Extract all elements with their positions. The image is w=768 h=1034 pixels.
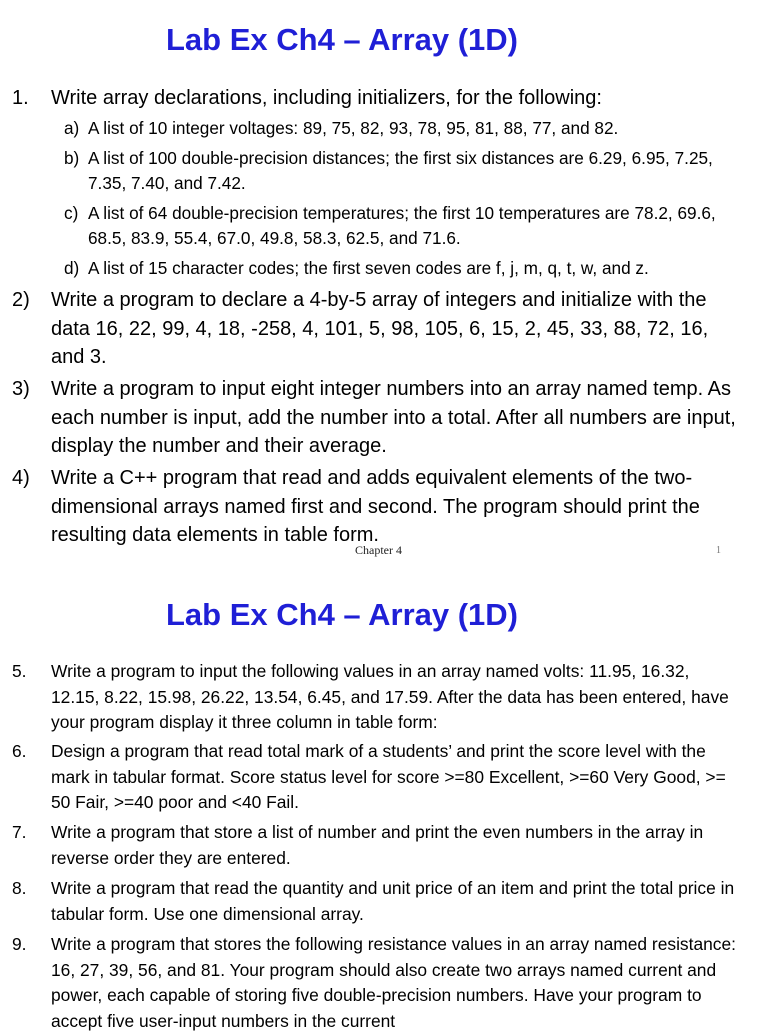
question-text: Write a C++ program that read and adds equivalent elements of the two-dimensional arrays named first and second. The program should print the resulting data elements in table form. — [51, 467, 700, 546]
footer-chapter: Chapter 4 — [355, 543, 402, 557]
slide-title: Lab Ex Ch4 – Array (1D) — [165, 597, 519, 632]
sub-label: d) — [64, 258, 80, 278]
sub-text: A list of 10 integer voltages: 89, 75, 82, 93, 78, 95, 81, 88, 77, and 82. — [88, 118, 619, 138]
sub-text: A list of 64 double-precision temperatures; the first 10 temperatures are 78.2, 69.6, 68.5, 83.9, 55.4, 67.0, 49.8, 58.3, 62.5, and 71.6. — [88, 203, 716, 248]
question-text: Write a program that read the quantity and unit price of an item and print the total price in tabular form. Use one dimensional array. — [51, 878, 735, 924]
sub-text: A list of 15 character codes; the first seven codes are f, j, m, q, t, w, and z. — [88, 258, 649, 278]
question-text: Design a program that read total mark of a students’ and print the score level with the mark in tabular format. Score status level for score >=80 Excellent, >=60 Very Good, >= 50 Fair, >=40 poor and <40 Fail. — [51, 741, 726, 812]
question-number: 4) — [12, 467, 30, 489]
question-number: 6. — [12, 741, 27, 761]
question-number: 8. — [12, 878, 27, 898]
question-text: Write a program that stores the following resistance values in an array named resistance: 16, 27, 39, 56, and 81. Your program should also create two arrays named current and power, each capable of storing five double-precision numbers. Have your program to accept five user-input numbers in the current — [51, 934, 737, 1031]
question-text: Write a program to input the following values in an array named volts: 11.95, 16.32, 12.15, 8.22, 15.98, 26.22, 13.54, 6.45, and 17.59. After the data has been entered, have your program display it three column in table form: — [51, 661, 729, 732]
question-number: 3) — [12, 378, 30, 400]
question-number: 9. — [12, 934, 27, 954]
slide-2 — [0, 575, 768, 1031]
question-number: 1. — [12, 87, 29, 109]
question-text: Write array declarations, including initializers, for the following: — [51, 87, 602, 109]
footer-page-number: 1 — [716, 545, 721, 556]
question-text: Write a program that store a list of number and print the even numbers in the array in reverse order they are entered. — [51, 822, 704, 868]
question-text: Write a program to declare a 4-by-5 array of integers and initialize with the data 16, 22, 99, 4, 18, -258, 4, 101, 5, 98, 105, 6, 15, 2, 45, 33, 88, 72, 16, and 3. — [51, 289, 709, 368]
question-number: 7. — [12, 822, 27, 842]
sub-text: A list of 100 double-precision distances; the first six distances are 6.29, 6.95, 7.25, 7.35, 7.40, and 7.42. — [88, 148, 713, 193]
slide-title: Lab Ex Ch4 – Array (1D) — [165, 22, 519, 57]
sub-label: c) — [64, 203, 79, 223]
question-number: 2) — [12, 289, 30, 311]
question-number: 5. — [12, 661, 27, 681]
sub-label: b) — [64, 148, 80, 168]
sub-label: a) — [64, 118, 80, 138]
question-text: Write a program to input eight integer numbers into an array named temp. As each number is input, add the number into a total. After all numbers are input, display the number and their average. — [51, 378, 736, 457]
